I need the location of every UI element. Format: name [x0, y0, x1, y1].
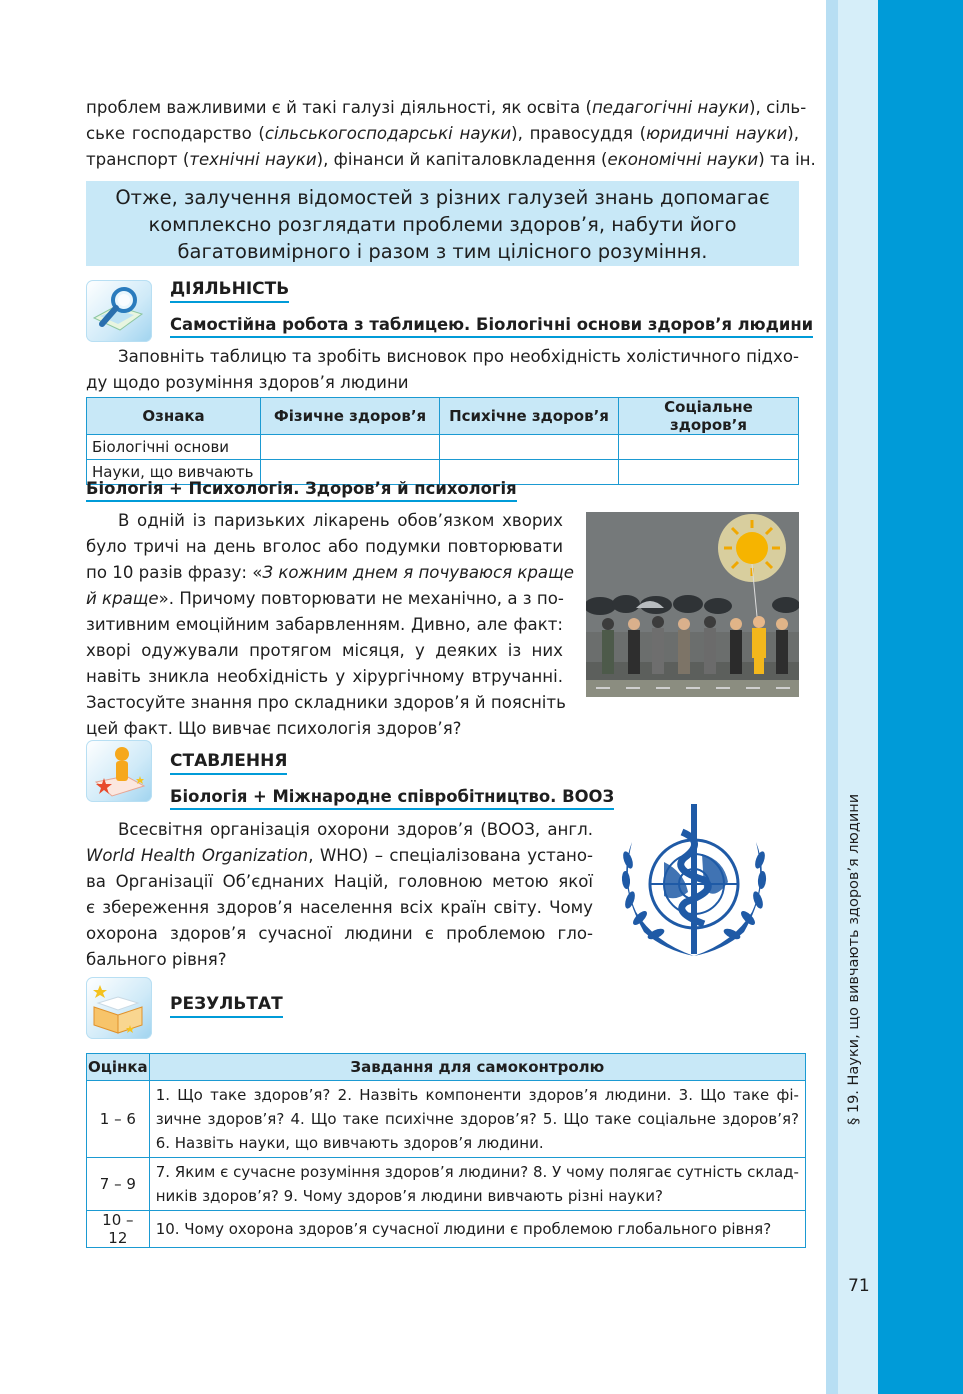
table-cell: Науки, що вивчають — [87, 460, 261, 485]
psychology-line: хворі одужували протягом місяця, у деяких із них — [86, 641, 563, 660]
table-row — [87, 1081, 806, 1158]
table-cell[interactable] — [261, 435, 440, 460]
psychology-line: навіть зникла необхідність у хірургічному втручанні. — [86, 667, 563, 686]
conclusion-box — [86, 181, 799, 266]
activity-subheading: Самостійна робота з таблицею. Біологічні основи здоров’я людини — [170, 315, 813, 338]
table-header-row — [87, 398, 799, 435]
psychology-paragraph — [86, 508, 574, 742]
conclusion-line: комплексно розглядати проблеми здоров’я, набути його — [148, 213, 737, 236]
table-header-row — [87, 1054, 806, 1081]
task-cell — [149, 1081, 805, 1158]
table-header-cell: Оцінка — [87, 1054, 150, 1081]
psychology-line: В одній із паризьких лікарень обов’язком хворих — [118, 511, 563, 530]
activity-task — [86, 344, 799, 396]
activity-heading: ДІЯЛЬНІСТЬ — [170, 279, 289, 303]
table-row — [87, 1158, 806, 1211]
self-check-table — [86, 1053, 806, 1248]
table-cell[interactable] — [440, 435, 619, 460]
psychology-line: Застосуйте знання про складники здоров’я й поясніть — [86, 693, 566, 712]
conclusion-line: багатовимірного і разом з тим цілісного розуміння. — [177, 240, 708, 263]
side-band-light-inner — [838, 0, 878, 1394]
psychology-line: цей факт. Що вивчає психологія здоров’я? — [86, 719, 462, 738]
activity-task-line: ду щодо розуміння здоров’я людини — [86, 373, 409, 392]
table-header-cell: Ознака — [87, 398, 261, 435]
intro-paragraph — [86, 95, 816, 173]
psychology-subheading: Біологія + Психологія. Здоров’я й психологія — [86, 479, 517, 502]
who-emblem-icon — [616, 802, 772, 964]
psychology-line: й краще». Причому повторювати не механічно, а з по- — [86, 589, 564, 608]
psychology-line: по 10 разів фразу: «З кожним днем я почуваюся краще — [86, 563, 574, 582]
grade-cell: 7 – 9 — [87, 1158, 150, 1211]
task-line: ників здоров’я? 9. Чому здоров’я людини вивчають різні науки? — [155, 1187, 663, 1205]
task-cell — [149, 1158, 805, 1211]
side-chapter-title: § 19. Науки, що вивчають здоров’я людини — [846, 793, 862, 1125]
who-line: Всесвітня організація охорони здоров’я (ВООЗ, англ. — [118, 820, 593, 839]
task-line: 6. Назвіть науки, що вивчають здоров’я людини. — [155, 1134, 544, 1152]
table-header-cell: Завдання для самоконтролю — [149, 1054, 805, 1081]
intro-line: ське господарство (сільськогосподарські науки), правосуддя (юридичні науки), — [86, 124, 799, 143]
who-paragraph — [86, 817, 593, 973]
page-number: 71 — [848, 1276, 870, 1296]
grade-cell: 1 – 6 — [87, 1081, 150, 1158]
who-line: World Health Organization, WHO) – спеціалізована устано- — [86, 846, 593, 865]
table-header-cell: Соціальне здоров’я — [619, 398, 799, 435]
table-cell[interactable] — [619, 460, 799, 485]
who-line: охорона здоров’я сучасної людини є проблемою гло- — [86, 924, 593, 943]
table-header-cell: Фізичне здоров’я — [261, 398, 440, 435]
task-cell — [149, 1211, 805, 1248]
attitude-heading: СТАВЛЕННЯ — [170, 751, 287, 775]
intro-line: проблем важливими є й такі галузі діяльності, як освіта (педагогічні науки), сіль- — [86, 98, 807, 117]
psychology-line: зитивним емоційним забарвленням. Дивно, але факт: — [86, 615, 563, 634]
activity-task-line: Заповніть таблицю та зробіть висновок про необхідність холістичного підхо- — [118, 347, 799, 366]
intro-line: транспорт (технічні науки), фінанси й капіталовкладення (економічні науки) та ін. — [86, 150, 816, 169]
health-basis-table — [86, 397, 799, 485]
people-under-sun-illustration — [586, 512, 799, 697]
task-line: 10. Чому охорона здоров’я сучасної людини є проблемою глобального рівня? — [155, 1220, 772, 1238]
table-row — [87, 1211, 806, 1248]
attitude-subheading: Біологія + Міжнародне співробітництво. ВООЗ — [170, 787, 614, 810]
person-star-icon — [86, 740, 152, 802]
result-heading: РЕЗУЛЬТАТ — [170, 994, 283, 1018]
psychology-line: було тричі на день вголос або подумки повторювати — [86, 537, 563, 556]
grade-cell: 10 – 12 — [87, 1211, 150, 1248]
table-cell: Біологічні основи — [87, 435, 261, 460]
task-line: зичне здоров’я? 4. Що таке психічне здоров’я? 5. Що таке соціальне здоров’я? — [155, 1110, 799, 1128]
who-line: бального рівня? — [86, 950, 227, 969]
table-cell[interactable] — [619, 435, 799, 460]
task-line: 1. Що таке здоров’я? 2. Назвіть компоненти здоров’я людини. 3. Що таке фі- — [155, 1086, 799, 1104]
table-header-cell: Психічне здоров’я — [440, 398, 619, 435]
magnifier-map-icon — [86, 280, 152, 342]
task-line: 7. Яким є сучасне розуміння здоров’я людини? 8. У чому полягає сутність склад- — [155, 1163, 799, 1181]
who-line: ва Організації Об’єднаних Націй, головною метою якої — [86, 872, 593, 891]
who-line: є збереження здоров’я населення всіх країн світу. Чому — [86, 898, 593, 917]
side-band-blue — [878, 0, 963, 1394]
open-book-icon — [86, 977, 152, 1039]
table-row — [87, 435, 799, 460]
conclusion-line: Отже, залучення відомостей з різних галузей знань допомагає — [115, 186, 770, 209]
